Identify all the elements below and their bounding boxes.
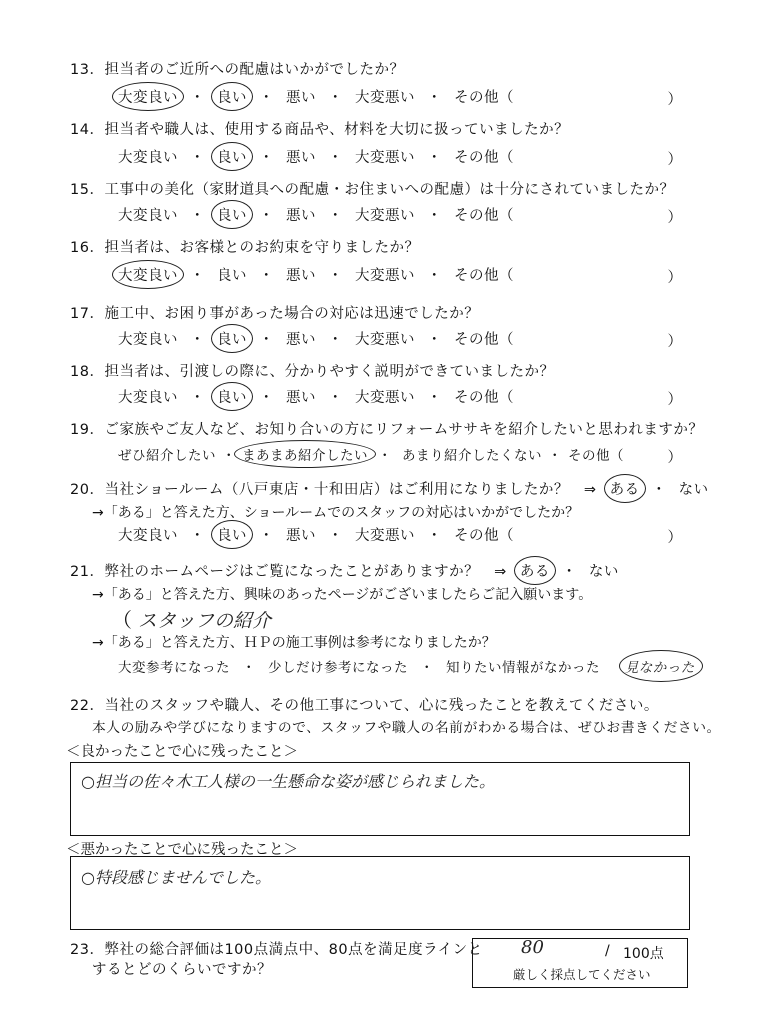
- selected-mark: [211, 382, 253, 411]
- option-nai[interactable]: ない: [588, 564, 619, 580]
- answer-row-19: ぜひ紹介したい ・ まあまあ紹介したい ・ あまり紹介したくない ・ その他（: [118, 444, 624, 464]
- option-excellent[interactable]: 大変良い: [118, 86, 178, 107]
- answer-row-17: 大変良い ・ 良い ・ 悪い ・ 大変悪い ・ その他（: [118, 328, 514, 349]
- option-other[interactable]: その他（: [454, 268, 514, 284]
- score-max: 100点: [623, 946, 664, 962]
- option-no-info[interactable]: 知りたい情報がなかった: [446, 660, 600, 676]
- option-very-bad[interactable]: 大変悪い: [355, 268, 415, 284]
- answer-row-13: 大変良い ・ 良い ・ 悪い ・ 大変悪い ・ その他（: [118, 86, 514, 107]
- selected-mark: [234, 440, 376, 468]
- option-excellent[interactable]: 大変良い: [118, 390, 178, 406]
- question-20: 20．当社ショールーム（八戸東店・十和田店）はご利用になりましたか？ ⇒ ある ・ ない: [70, 478, 709, 499]
- bad-answer-text: ○特段感じませんでした。: [81, 868, 271, 887]
- option-aru[interactable]: ある: [610, 478, 640, 499]
- score-slash: /: [605, 943, 610, 959]
- option-excellent[interactable]: 大変良い: [118, 332, 178, 348]
- option-aru[interactable]: ある: [520, 560, 550, 581]
- close-paren: ）: [667, 530, 682, 546]
- close-paren: ）: [667, 270, 682, 286]
- option-very-bad[interactable]: 大変悪い: [355, 90, 415, 106]
- question-23-line1: 23．弊社の総合評価は100点満点中、80点を満足度ラインと: [70, 942, 483, 958]
- question-19: 19．ご家族やご友人など、お知り合いの方にリフォームササキを紹介したいと思われますか？: [70, 422, 704, 438]
- option-nai[interactable]: ない: [678, 482, 709, 498]
- answer-row-14: 大変良い ・ 良い ・ 悪い ・ 大変悪い ・ その他（: [118, 146, 514, 167]
- question-14: 14．担当者や職人は、使用する商品や、材料を大切に扱っていましたか？: [70, 122, 570, 138]
- handwritten-option: 見なかった: [625, 656, 695, 676]
- bad-answer-box[interactable]: [70, 856, 690, 930]
- bad-section-label: ＜悪かったことで心に残ったこと＞: [66, 842, 298, 858]
- option-other[interactable]: その他（: [568, 448, 624, 464]
- option-bad[interactable]: 悪い: [286, 90, 316, 106]
- option-other[interactable]: その他（: [454, 208, 514, 224]
- option-bad[interactable]: 悪い: [286, 150, 316, 166]
- close-paren: ）: [667, 450, 682, 466]
- option-bad[interactable]: 悪い: [286, 332, 316, 348]
- option-good[interactable]: 良い: [217, 268, 247, 284]
- option-bad[interactable]: 悪い: [286, 208, 316, 224]
- option-bad[interactable]: 悪い: [286, 268, 316, 284]
- question-18: 18．担当者は、引渡しの際に、分かりやすく説明ができていましたか？: [70, 364, 555, 380]
- close-paren: ）: [667, 210, 682, 226]
- close-paren: ）: [667, 392, 682, 408]
- selected-mark: [112, 260, 184, 289]
- question-15: 15．工事中の美化（家財道具への配慮・お住まいへの配慮）は十分にされていましたか？: [70, 182, 675, 198]
- question-22: 22．当社のスタッフや職人、その他工事について、心に残ったことを教えてください。: [70, 698, 659, 714]
- option-very-helpful[interactable]: 大変参考になった: [118, 660, 230, 676]
- option-very-bad[interactable]: 大変悪い: [355, 208, 415, 224]
- answer-row-18: 大変良い ・ 良い ・ 悪い ・ 大変悪い ・ その他（: [118, 386, 514, 407]
- option-other[interactable]: その他（: [454, 390, 514, 406]
- option-excellent[interactable]: 大変良い: [118, 528, 178, 544]
- score-box[interactable]: [472, 938, 688, 988]
- good-section-label: ＜良かったことで心に残ったこと＞: [66, 744, 298, 760]
- option-excellent[interactable]: 大変良い: [118, 208, 178, 224]
- followup-20: →「ある」と答えた方、ショールームでのスタッフの対応はいかがでしたか？: [92, 505, 580, 521]
- selected-mark: [211, 324, 253, 353]
- selected-mark: [112, 82, 184, 111]
- answer-row-21b: 大変参考になった ・ 少しだけ参考になった ・ 知りたい情報がなかった 見なかった: [118, 656, 695, 676]
- selected-mark: [619, 650, 703, 682]
- question-13: 13．担当者のご近所への配慮はいかがでしたか？: [70, 62, 405, 78]
- option-want[interactable]: ぜひ紹介したい: [118, 448, 216, 464]
- good-answer-text: ○担当の佐々木工人様の一生懸命な姿が感じられました。: [81, 772, 495, 791]
- option-good[interactable]: 良い: [217, 146, 247, 167]
- option-not-really[interactable]: あまり紹介したくない: [402, 448, 542, 464]
- selected-mark: [211, 520, 253, 549]
- selected-mark: [211, 142, 253, 171]
- option-bad[interactable]: 悪い: [286, 390, 316, 406]
- option-excellent[interactable]: 大変良い: [118, 150, 178, 166]
- question-23-line2: するとどのくらいですか？: [92, 962, 272, 978]
- close-paren: ）: [667, 92, 682, 108]
- option-other[interactable]: その他（: [454, 528, 514, 544]
- question-16: 16．担当者は、お客様とのお約束を守りましたか？: [70, 240, 420, 256]
- close-paren: ）: [667, 334, 682, 350]
- selected-mark: [211, 82, 253, 111]
- good-answer-box[interactable]: [70, 762, 690, 836]
- answer-row-15: 大変良い ・ 良い ・ 悪い ・ 大変悪い ・ その他（: [118, 204, 514, 225]
- option-very-bad[interactable]: 大変悪い: [355, 150, 415, 166]
- option-other[interactable]: その他（: [454, 150, 514, 166]
- handwritten-answer-21a: （ スタッフの紹介: [112, 608, 272, 632]
- option-good[interactable]: 良い: [217, 524, 247, 545]
- option-other[interactable]: その他（: [454, 90, 514, 106]
- option-good[interactable]: 良い: [217, 86, 247, 107]
- score-note: 厳しく採点してください: [513, 967, 651, 982]
- close-paren: ）: [667, 152, 682, 168]
- selected-mark: [211, 200, 253, 229]
- option-very-bad[interactable]: 大変悪い: [355, 390, 415, 406]
- question-22-sub: 本人の励みや学びになりますので、スタッフや職人の名前がわかる場合は、ぜひお書きください。: [92, 720, 721, 736]
- selected-mark: [604, 474, 646, 503]
- option-other[interactable]: その他（: [454, 332, 514, 348]
- option-bad[interactable]: 悪い: [286, 528, 316, 544]
- followup-21b: →「ある」と答えた方、ＨＰの施工事例は参考になりましたか？: [92, 635, 496, 651]
- answer-row-16: 大変良い ・ 良い ・ 悪い ・ 大変悪い ・ その他（: [118, 264, 514, 285]
- followup-21a: →「ある」と答えた方、興味のあったページがございましたらご記入願います。: [92, 587, 593, 603]
- option-good[interactable]: 良い: [217, 204, 247, 225]
- option-very-bad[interactable]: 大変悪い: [355, 528, 415, 544]
- question-21: 21．弊社のホームページはご覧になったことがありますか？ ⇒ ある ・ ない: [70, 560, 619, 581]
- option-somewhat[interactable]: まあまあ紹介したい: [242, 444, 368, 464]
- option-somewhat-helpful[interactable]: 少しだけ参考になった: [268, 660, 408, 676]
- score-value: 80: [521, 937, 544, 958]
- answer-row-20: 大変良い ・ 良い ・ 悪い ・ 大変悪い ・ その他（: [118, 524, 514, 545]
- option-good[interactable]: 良い: [217, 328, 247, 349]
- selected-mark: [514, 556, 556, 585]
- option-excellent[interactable]: 大変良い: [118, 264, 178, 285]
- question-17: 17．施工中、お困り事があった場合の対応は迅速でしたか？: [70, 306, 480, 322]
- option-good[interactable]: 良い: [217, 386, 247, 407]
- option-very-bad[interactable]: 大変悪い: [355, 332, 415, 348]
